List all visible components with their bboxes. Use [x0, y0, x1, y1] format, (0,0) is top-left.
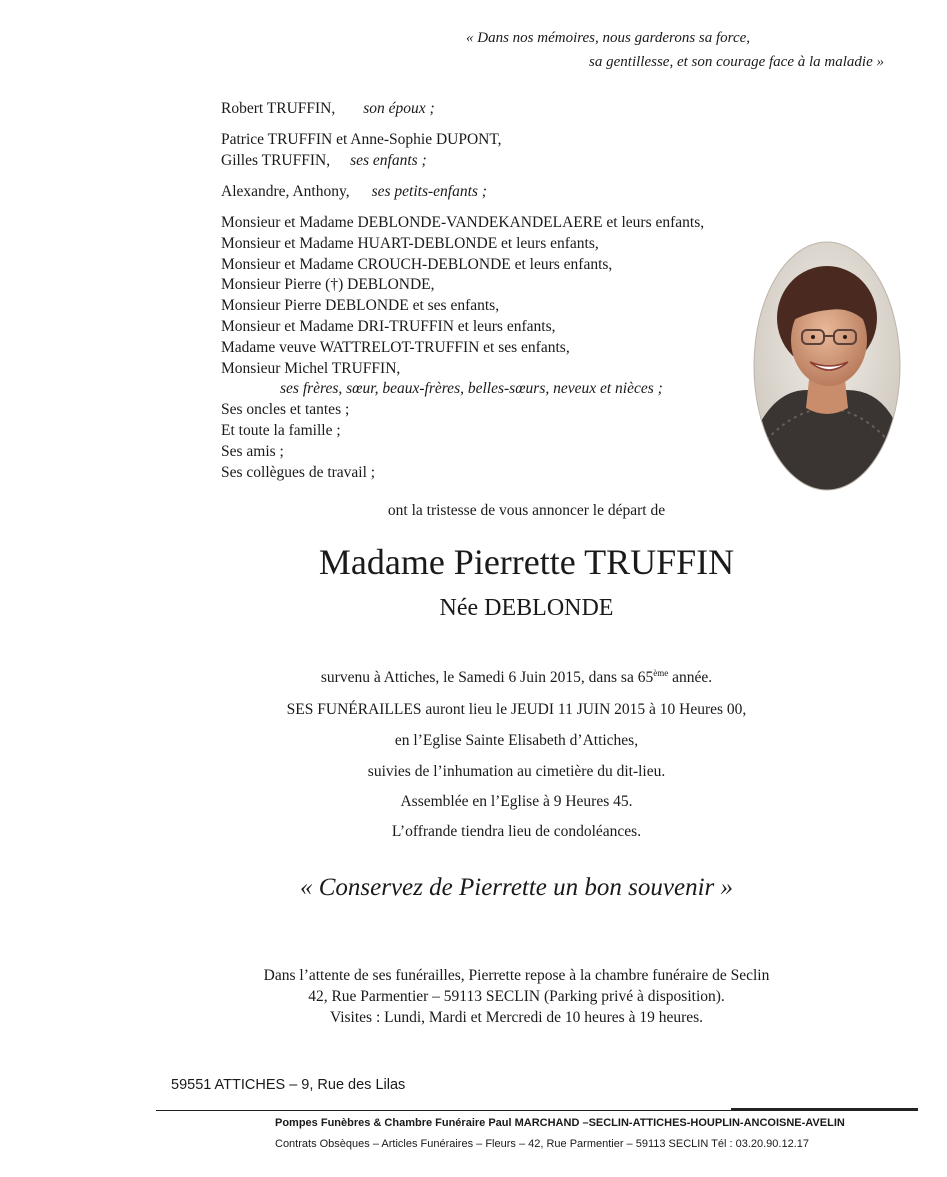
sibling-line: Monsieur Pierre (†) DEBLONDE,	[221, 276, 435, 294]
epigraph-line-1: « Dans nos mémoires, nous garderons sa force,	[466, 30, 751, 46]
burial-details: suivies de l’inhumation au cimetière du dit-lieu.	[367, 763, 666, 780]
footer-company: Pompes Funèbres & Chambre Funéraire Paul MARCHAND –SECLIN-ATTICHES-HOUPLIN-ANCOISNE-AVELIN	[275, 1117, 845, 1129]
funeral-details: SES FUNÉRAILLES auront lieu le JEUDI 11 JUIN 2015 à 10 Heures 00,	[286, 701, 747, 718]
family-grandchildren	[221, 182, 487, 203]
church-details: en l’Eglise Sainte Elisabeth d’Attiches,	[394, 732, 639, 749]
spouse-role: son époux ;	[363, 100, 435, 117]
portrait-photo-icon	[752, 240, 902, 492]
other-line: Et toute la famille ;	[221, 421, 341, 439]
sibling-line: Monsieur et Madame CROUCH-DEBLONDE et leurs enfants,	[221, 255, 613, 273]
visitation-line: Visites : Lundi, Mardi et Mercredi de 10 heures à 19 heures.	[329, 1008, 704, 1026]
other-line: Ses amis ;	[221, 442, 284, 460]
family-spouse	[221, 99, 435, 120]
sibling-line: Monsieur et Madame DRI-TRUFFIN et leurs enfants,	[221, 317, 556, 335]
death-ordinal: ème	[653, 667, 669, 678]
siblings-role: ses frères, sœur, beaux-frères, belles-sœurs, neveux et nièces ;	[280, 380, 663, 398]
announce-text: ont la tristesse de vous annoncer le départ de	[387, 502, 666, 519]
offering-details: L’offrande tiendra lieu de condoléances.	[391, 823, 642, 840]
visitation-line: 42, Rue Parmentier – 59113 SECLIN (Parking privé à disposition).	[308, 987, 725, 1005]
home-address: 59551 ATTICHES – 9, Rue des Lilas	[171, 1077, 406, 1093]
spouse-name: Robert TRUFFIN,	[221, 100, 336, 117]
footer-divider-accent	[731, 1108, 918, 1110]
grandchildren-role: ses petits-enfants ;	[371, 183, 487, 200]
epigraph-line-2: sa gentillesse, et son courage face à la maladie »	[589, 54, 884, 70]
sibling-line: Monsieur et Madame HUART-DEBLONDE et leurs enfants,	[221, 234, 599, 252]
memorial-quote: « Conservez de Pierrette un bon souvenir »	[299, 874, 734, 901]
children-role: ses enfants ;	[350, 151, 427, 169]
death-details	[0, 668, 947, 689]
children-line-1: Patrice TRUFFIN et Anne-Sophie DUPONT,	[221, 131, 502, 148]
death-text-end: année.	[668, 669, 713, 686]
other-line: Ses oncles et tantes ;	[221, 401, 350, 419]
deceased-name: Madame Pierrette TRUFFIN	[318, 542, 735, 582]
sibling-line: Madame veuve WATTRELOT-TRUFFIN et ses enfants,	[221, 338, 570, 356]
footer-divider	[156, 1110, 918, 1111]
sibling-line: Monsieur Pierre DEBLONDE et ses enfants,	[221, 297, 500, 315]
other-line: Ses collègues de travail ;	[221, 463, 376, 481]
portrait-photo	[752, 240, 902, 492]
footer-contact: Contrats Obsèques – Articles Funéraires – Fleurs – 42, Rue Parmentier – 59113 SECLIN Tél : 03.20.90.12.17	[275, 1138, 809, 1150]
family-children	[221, 130, 502, 172]
death-text: survenu à Attiches, le Samedi 6 Juin 2015, dans sa 65	[320, 669, 654, 686]
assembly-details: Assemblée en l’Eglise à 9 Heures 45.	[400, 793, 633, 810]
sibling-line: Monsieur Michel TRUFFIN,	[221, 359, 401, 377]
visitation-line: Dans l’attente de ses funérailles, Pierrette repose à la chambre funéraire de Seclin	[263, 967, 770, 984]
grandchildren-names: Alexandre, Anthony,	[221, 183, 350, 200]
visitation-info	[0, 966, 947, 1028]
children-line-2: Gilles TRUFFIN,	[221, 151, 331, 169]
sibling-line: Monsieur et Madame DEBLONDE-VANDEKANDELAERE et leurs enfants,	[221, 214, 705, 231]
family-siblings	[221, 213, 704, 483]
deceased-maiden-name: Née DEBLONDE	[439, 595, 614, 621]
